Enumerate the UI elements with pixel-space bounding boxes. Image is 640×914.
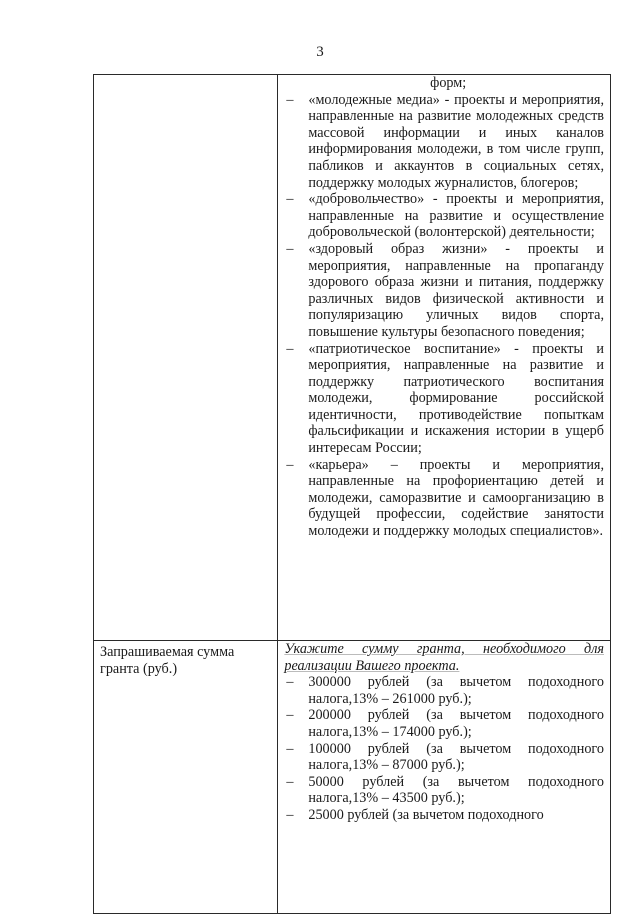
table-cell-directions	[278, 75, 611, 641]
list-item: – «молодежные медиа» - проекты и мероприятия, направленные на развитие молодежных средств массовой информации и иных каналов информирования молодежи, в том числе групп, пабликов и аккаунтов в социальных сетях, поддержку молодых журналистов, блогеров;	[284, 92, 604, 192]
amount-option: – 300000 рублей (за вычетом подоходного налога,13% – 261000 руб.);	[284, 674, 604, 707]
amount-option: – 50000 рублей (за вычетом подоходного налога,13% – 43500 руб.);	[284, 774, 604, 807]
page-number: 3	[316, 44, 324, 60]
table-row-project-directions	[94, 75, 611, 641]
amount-options-list	[284, 674, 604, 823]
instruction-text: Укажите сумму гранта, необходимого для реализации Вашего проекта.	[284, 641, 604, 674]
list-item: – «карьера» – проекты и мероприятия, направленные на профориентацию детей и молодежи, саморазвитие и самоорганизацию в будущей профессии, содействие занятости молодежи и поддержку молодых специалистов».	[284, 457, 604, 540]
amount-option: – 25000 рублей (за вычетом подоходного	[284, 807, 604, 824]
table-cell-label	[94, 641, 278, 914]
list-item: – «патриотическое воспитание» - проекты и мероприятия, направленные на развитие и поддержку патриотического воспитания молодежи, формирование российской идентичности, противодействие попыткам фальсификации и искажения истории в ущерб интересам России;	[284, 341, 604, 457]
table-cell-empty	[94, 75, 278, 641]
amount-option: – 200000 рублей (за вычетом подоходного налога,13% – 174000 руб.);	[284, 707, 604, 740]
table-row-grant-amount	[94, 641, 611, 914]
list-item-continuation: форм;	[430, 75, 467, 91]
list-item: – «добровольчество» - проекты и мероприятия, направленные на развитие и осуществление добровольческой (волонтерской) деятельности;	[284, 191, 604, 241]
grant-application-table	[93, 74, 611, 914]
amount-option: – 100000 рублей (за вычетом подоходного налога,13% – 87000 руб.);	[284, 741, 604, 774]
directions-list	[284, 75, 604, 540]
grant-amount-label: Запрашиваемая сумма гранта (руб.)	[100, 644, 235, 677]
table-cell-amounts	[278, 641, 611, 914]
list-item: – «здоровый образ жизни» - проекты и мероприятия, направленные на пропаганду здорового образа жизни и питания, поддержку различных видов физической активности и популяризацию уличных видов спорта, повышение культуры безопасного поведения;	[284, 241, 604, 341]
